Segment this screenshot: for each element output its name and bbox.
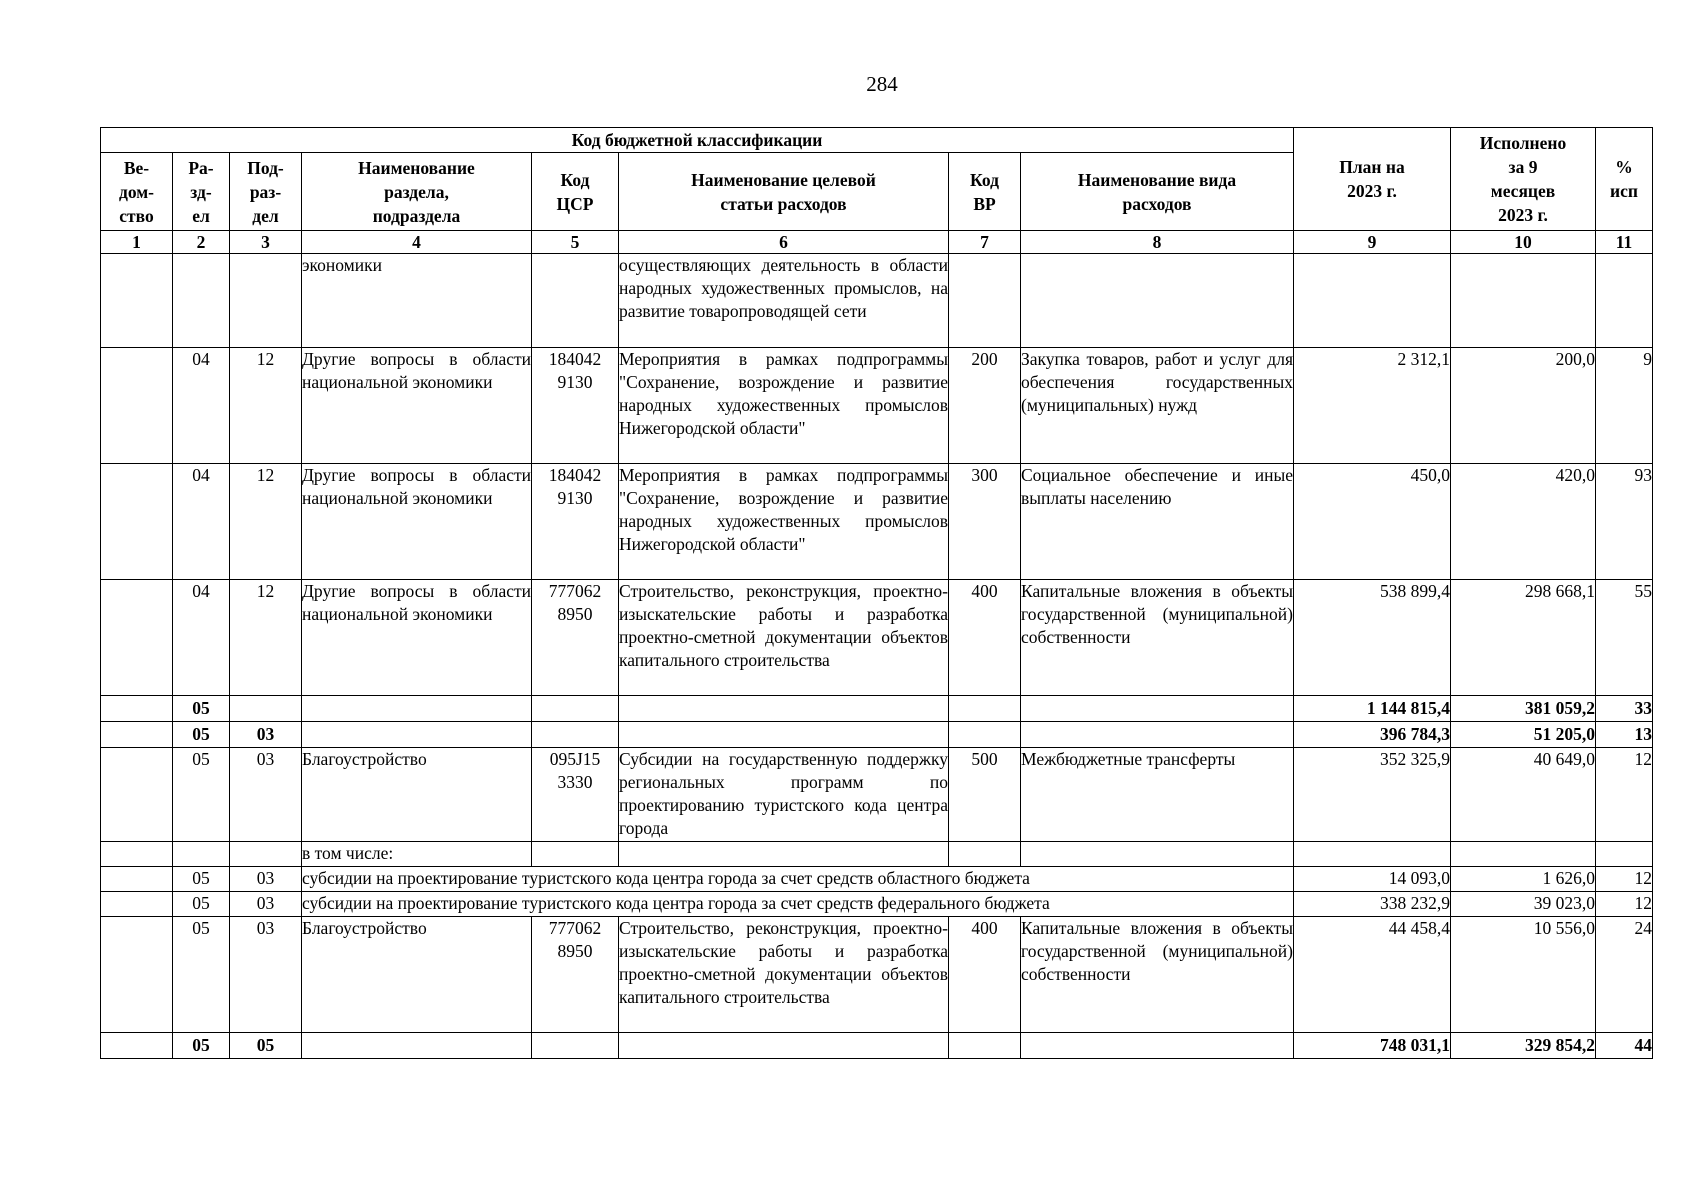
cell-kod-csr (532, 842, 619, 867)
header-group: Код бюджетной классификации (101, 128, 1294, 153)
header-index: 10 (1451, 231, 1596, 254)
header-index: 8 (1021, 231, 1294, 254)
cell-naim-celevoy (619, 696, 949, 722)
header-index: 4 (302, 231, 532, 254)
cell-ispolneno: 200,0 (1451, 348, 1596, 464)
header-index: 1 (101, 231, 173, 254)
cell-naim-celevoy (619, 722, 949, 748)
cell-kod-vr (949, 842, 1021, 867)
cell-vedomstvo (101, 696, 173, 722)
cell-kod-vr (949, 696, 1021, 722)
cell-kod-csr: 095J15 3330 (532, 748, 619, 842)
table-row (101, 867, 1653, 892)
cell-podrazdel: 12 (230, 348, 302, 464)
cell-naim-vida: Социальное обеспечение и иные выплаты населению (1021, 464, 1294, 580)
cell-kod-csr (532, 722, 619, 748)
cell-plan (1294, 254, 1451, 348)
cell-kod-csr (532, 696, 619, 722)
header-vedomstvo: Ве- дом- ство (101, 153, 173, 231)
table-row (101, 892, 1653, 917)
cell-naim-vida (1021, 1033, 1294, 1059)
cell-subsidy-text: субсидии на проектирование туристского кода центра города за счет средств федерального бюджета (302, 892, 1294, 917)
header-kod-vr: Код ВР (949, 153, 1021, 231)
cell-kod-vr (949, 722, 1021, 748)
cell-podrazdel: 05 (230, 1033, 302, 1059)
cell-naim-razdela (302, 696, 532, 722)
cell-naim-razdela: Другие вопросы в области национальной экономики (302, 348, 532, 464)
cell-subsidy-text: субсидии на проектирование туристского кода центра города за счет средств областного бюджета (302, 867, 1294, 892)
cell-naim-razdela (302, 1033, 532, 1059)
cell-kod-csr: 184042 9130 (532, 464, 619, 580)
header-percent: % исп (1596, 128, 1653, 231)
cell-plan: 2 312,1 (1294, 348, 1451, 464)
cell-percent: 93 (1596, 464, 1653, 580)
cell-plan: 14 093,0 (1294, 867, 1451, 892)
cell-naim-vida (1021, 842, 1294, 867)
cell-kod-vr: 300 (949, 464, 1021, 580)
cell-naim-celevoy: Субсидии на государственную поддержку региональных программ по проектированию туристского кода центра города (619, 748, 949, 842)
header-index: 5 (532, 231, 619, 254)
cell-kod-vr: 200 (949, 348, 1021, 464)
cell-vedomstvo (101, 254, 173, 348)
cell-podrazdel: 12 (230, 464, 302, 580)
cell-plan: 538 899,4 (1294, 580, 1451, 696)
cell-vedomstvo (101, 348, 173, 464)
cell-kod-csr: 184042 9130 (532, 348, 619, 464)
table-row-total (101, 722, 1653, 748)
cell-razdel: 05 (173, 1033, 230, 1059)
table-row-total (101, 696, 1653, 722)
cell-naim-celevoy: осуществляющих деятельность в области народных художественных промыслов, на развитие товаропроводящей сети (619, 254, 949, 348)
cell-podrazdel: 03 (230, 748, 302, 842)
cell-naim-razdela: в том числе: (302, 842, 532, 867)
cell-naim-vida: Межбюджетные трансферты (1021, 748, 1294, 842)
cell-naim-celevoy (619, 1033, 949, 1059)
header-index: 7 (949, 231, 1021, 254)
cell-podrazdel: 12 (230, 580, 302, 696)
table-row (101, 580, 1653, 696)
cell-vedomstvo (101, 722, 173, 748)
cell-plan: 44 458,4 (1294, 917, 1451, 1033)
cell-plan: 352 325,9 (1294, 748, 1451, 842)
cell-vedomstvo (101, 748, 173, 842)
header-naim-razdela: Наименование раздела, подраздела (302, 153, 532, 231)
cell-podrazdel: 03 (230, 867, 302, 892)
cell-naim-vida: Закупка товаров, работ и услуг для обеспечения государственных (муниципальных) нужд (1021, 348, 1294, 464)
cell-ispolneno: 329 854,2 (1451, 1033, 1596, 1059)
cell-naim-celevoy: Строительство, реконструкция, проектно-изыскательские работы и разработка проектно-сметной документации объектов капитального строительства (619, 580, 949, 696)
cell-razdel: 04 (173, 464, 230, 580)
cell-plan: 450,0 (1294, 464, 1451, 580)
cell-naim-vida (1021, 254, 1294, 348)
cell-naim-vida: Капитальные вложения в объекты государственной (муниципальной) собственности (1021, 917, 1294, 1033)
cell-percent: 12 (1596, 867, 1653, 892)
cell-razdel (173, 842, 230, 867)
cell-kod-csr: 777062 8950 (532, 917, 619, 1033)
cell-naim-razdela: Благоустройство (302, 917, 532, 1033)
cell-naim-razdela: Благоустройство (302, 748, 532, 842)
table-row (101, 842, 1653, 867)
cell-razdel: 04 (173, 580, 230, 696)
cell-percent: 12 (1596, 748, 1653, 842)
cell-podrazdel: 03 (230, 892, 302, 917)
cell-plan: 748 031,1 (1294, 1033, 1451, 1059)
header-naim-vida: Наименование вида расходов (1021, 153, 1294, 231)
cell-ispolneno: 381 059,2 (1451, 696, 1596, 722)
cell-ispolneno: 39 023,0 (1451, 892, 1596, 917)
header-podrazdel: Под- раз- дел (230, 153, 302, 231)
cell-kod-vr (949, 1033, 1021, 1059)
cell-ispolneno: 1 626,0 (1451, 867, 1596, 892)
table-row (101, 917, 1653, 1033)
header-index: 11 (1596, 231, 1653, 254)
cell-ispolneno: 10 556,0 (1451, 917, 1596, 1033)
header-ispolneno: Исполнено за 9 месяцев 2023 г. (1451, 128, 1596, 231)
cell-vedomstvo (101, 867, 173, 892)
cell-kod-vr: 500 (949, 748, 1021, 842)
cell-kod-vr: 400 (949, 917, 1021, 1033)
cell-naim-celevoy: Мероприятия в рамках подпрограммы "Сохранение, возрождение и развитие народных художественных промыслов Нижегородской области" (619, 464, 949, 580)
cell-razdel: 05 (173, 696, 230, 722)
cell-vedomstvo (101, 917, 173, 1033)
page-number: 284 (866, 72, 898, 96)
cell-percent (1596, 842, 1653, 867)
cell-percent: 33 (1596, 696, 1653, 722)
cell-naim-celevoy (619, 842, 949, 867)
header-razdel: Ра- зд- ел (173, 153, 230, 231)
cell-podrazdel (230, 842, 302, 867)
cell-percent: 13 (1596, 722, 1653, 748)
header-index: 9 (1294, 231, 1451, 254)
cell-kod-vr: 400 (949, 580, 1021, 696)
cell-razdel: 05 (173, 748, 230, 842)
cell-podrazdel (230, 254, 302, 348)
cell-vedomstvo (101, 892, 173, 917)
cell-podrazdel: 03 (230, 917, 302, 1033)
cell-percent: 55 (1596, 580, 1653, 696)
header-index: 3 (230, 231, 302, 254)
cell-razdel: 05 (173, 867, 230, 892)
cell-ispolneno (1451, 842, 1596, 867)
cell-kod-csr: 777062 8950 (532, 580, 619, 696)
cell-percent: 9 (1596, 348, 1653, 464)
cell-naim-razdela (302, 722, 532, 748)
cell-plan: 396 784,3 (1294, 722, 1451, 748)
cell-percent (1596, 254, 1653, 348)
cell-razdel: 04 (173, 348, 230, 464)
budget-table (100, 127, 1653, 1059)
cell-podrazdel (230, 696, 302, 722)
table-row (101, 748, 1653, 842)
cell-plan: 1 144 815,4 (1294, 696, 1451, 722)
cell-percent: 24 (1596, 917, 1653, 1033)
cell-razdel (173, 254, 230, 348)
cell-vedomstvo (101, 580, 173, 696)
cell-plan (1294, 842, 1451, 867)
cell-naim-vida (1021, 722, 1294, 748)
cell-ispolneno: 420,0 (1451, 464, 1596, 580)
header-index: 2 (173, 231, 230, 254)
cell-razdel: 05 (173, 892, 230, 917)
cell-vedomstvo (101, 842, 173, 867)
header-kod-csr: Код ЦСР (532, 153, 619, 231)
cell-kod-csr (532, 1033, 619, 1059)
cell-naim-vida: Капитальные вложения в объекты государственной (муниципальной) собственности (1021, 580, 1294, 696)
cell-naim-razdela: Другие вопросы в области национальной экономики (302, 580, 532, 696)
header-naim-celevoy: Наименование целевой статьи расходов (619, 153, 949, 231)
cell-razdel: 05 (173, 722, 230, 748)
cell-vedomstvo (101, 464, 173, 580)
table-row (101, 348, 1653, 464)
cell-naim-razdela: экономики (302, 254, 532, 348)
cell-naim-vida (1021, 696, 1294, 722)
cell-vedomstvo (101, 1033, 173, 1059)
cell-naim-razdela: Другие вопросы в области национальной экономики (302, 464, 532, 580)
cell-kod-vr (949, 254, 1021, 348)
table-row-total (101, 1033, 1653, 1059)
cell-ispolneno: 40 649,0 (1451, 748, 1596, 842)
table-row (101, 254, 1653, 348)
header-plan: План на 2023 г. (1294, 128, 1451, 231)
cell-podrazdel: 03 (230, 722, 302, 748)
cell-ispolneno: 51 205,0 (1451, 722, 1596, 748)
cell-percent: 12 (1596, 892, 1653, 917)
cell-percent: 44 (1596, 1033, 1653, 1059)
cell-plan: 338 232,9 (1294, 892, 1451, 917)
table-row (101, 464, 1653, 580)
cell-naim-celevoy: Строительство, реконструкция, проектно-изыскательские работы и разработка проектно-сметной документации объектов капитального строительства (619, 917, 949, 1033)
cell-ispolneno (1451, 254, 1596, 348)
cell-kod-csr (532, 254, 619, 348)
cell-naim-celevoy: Мероприятия в рамках подпрограммы "Сохранение, возрождение и развитие народных художественных промыслов Нижегородской области" (619, 348, 949, 464)
cell-ispolneno: 298 668,1 (1451, 580, 1596, 696)
header-index: 6 (619, 231, 949, 254)
cell-razdel: 05 (173, 917, 230, 1033)
